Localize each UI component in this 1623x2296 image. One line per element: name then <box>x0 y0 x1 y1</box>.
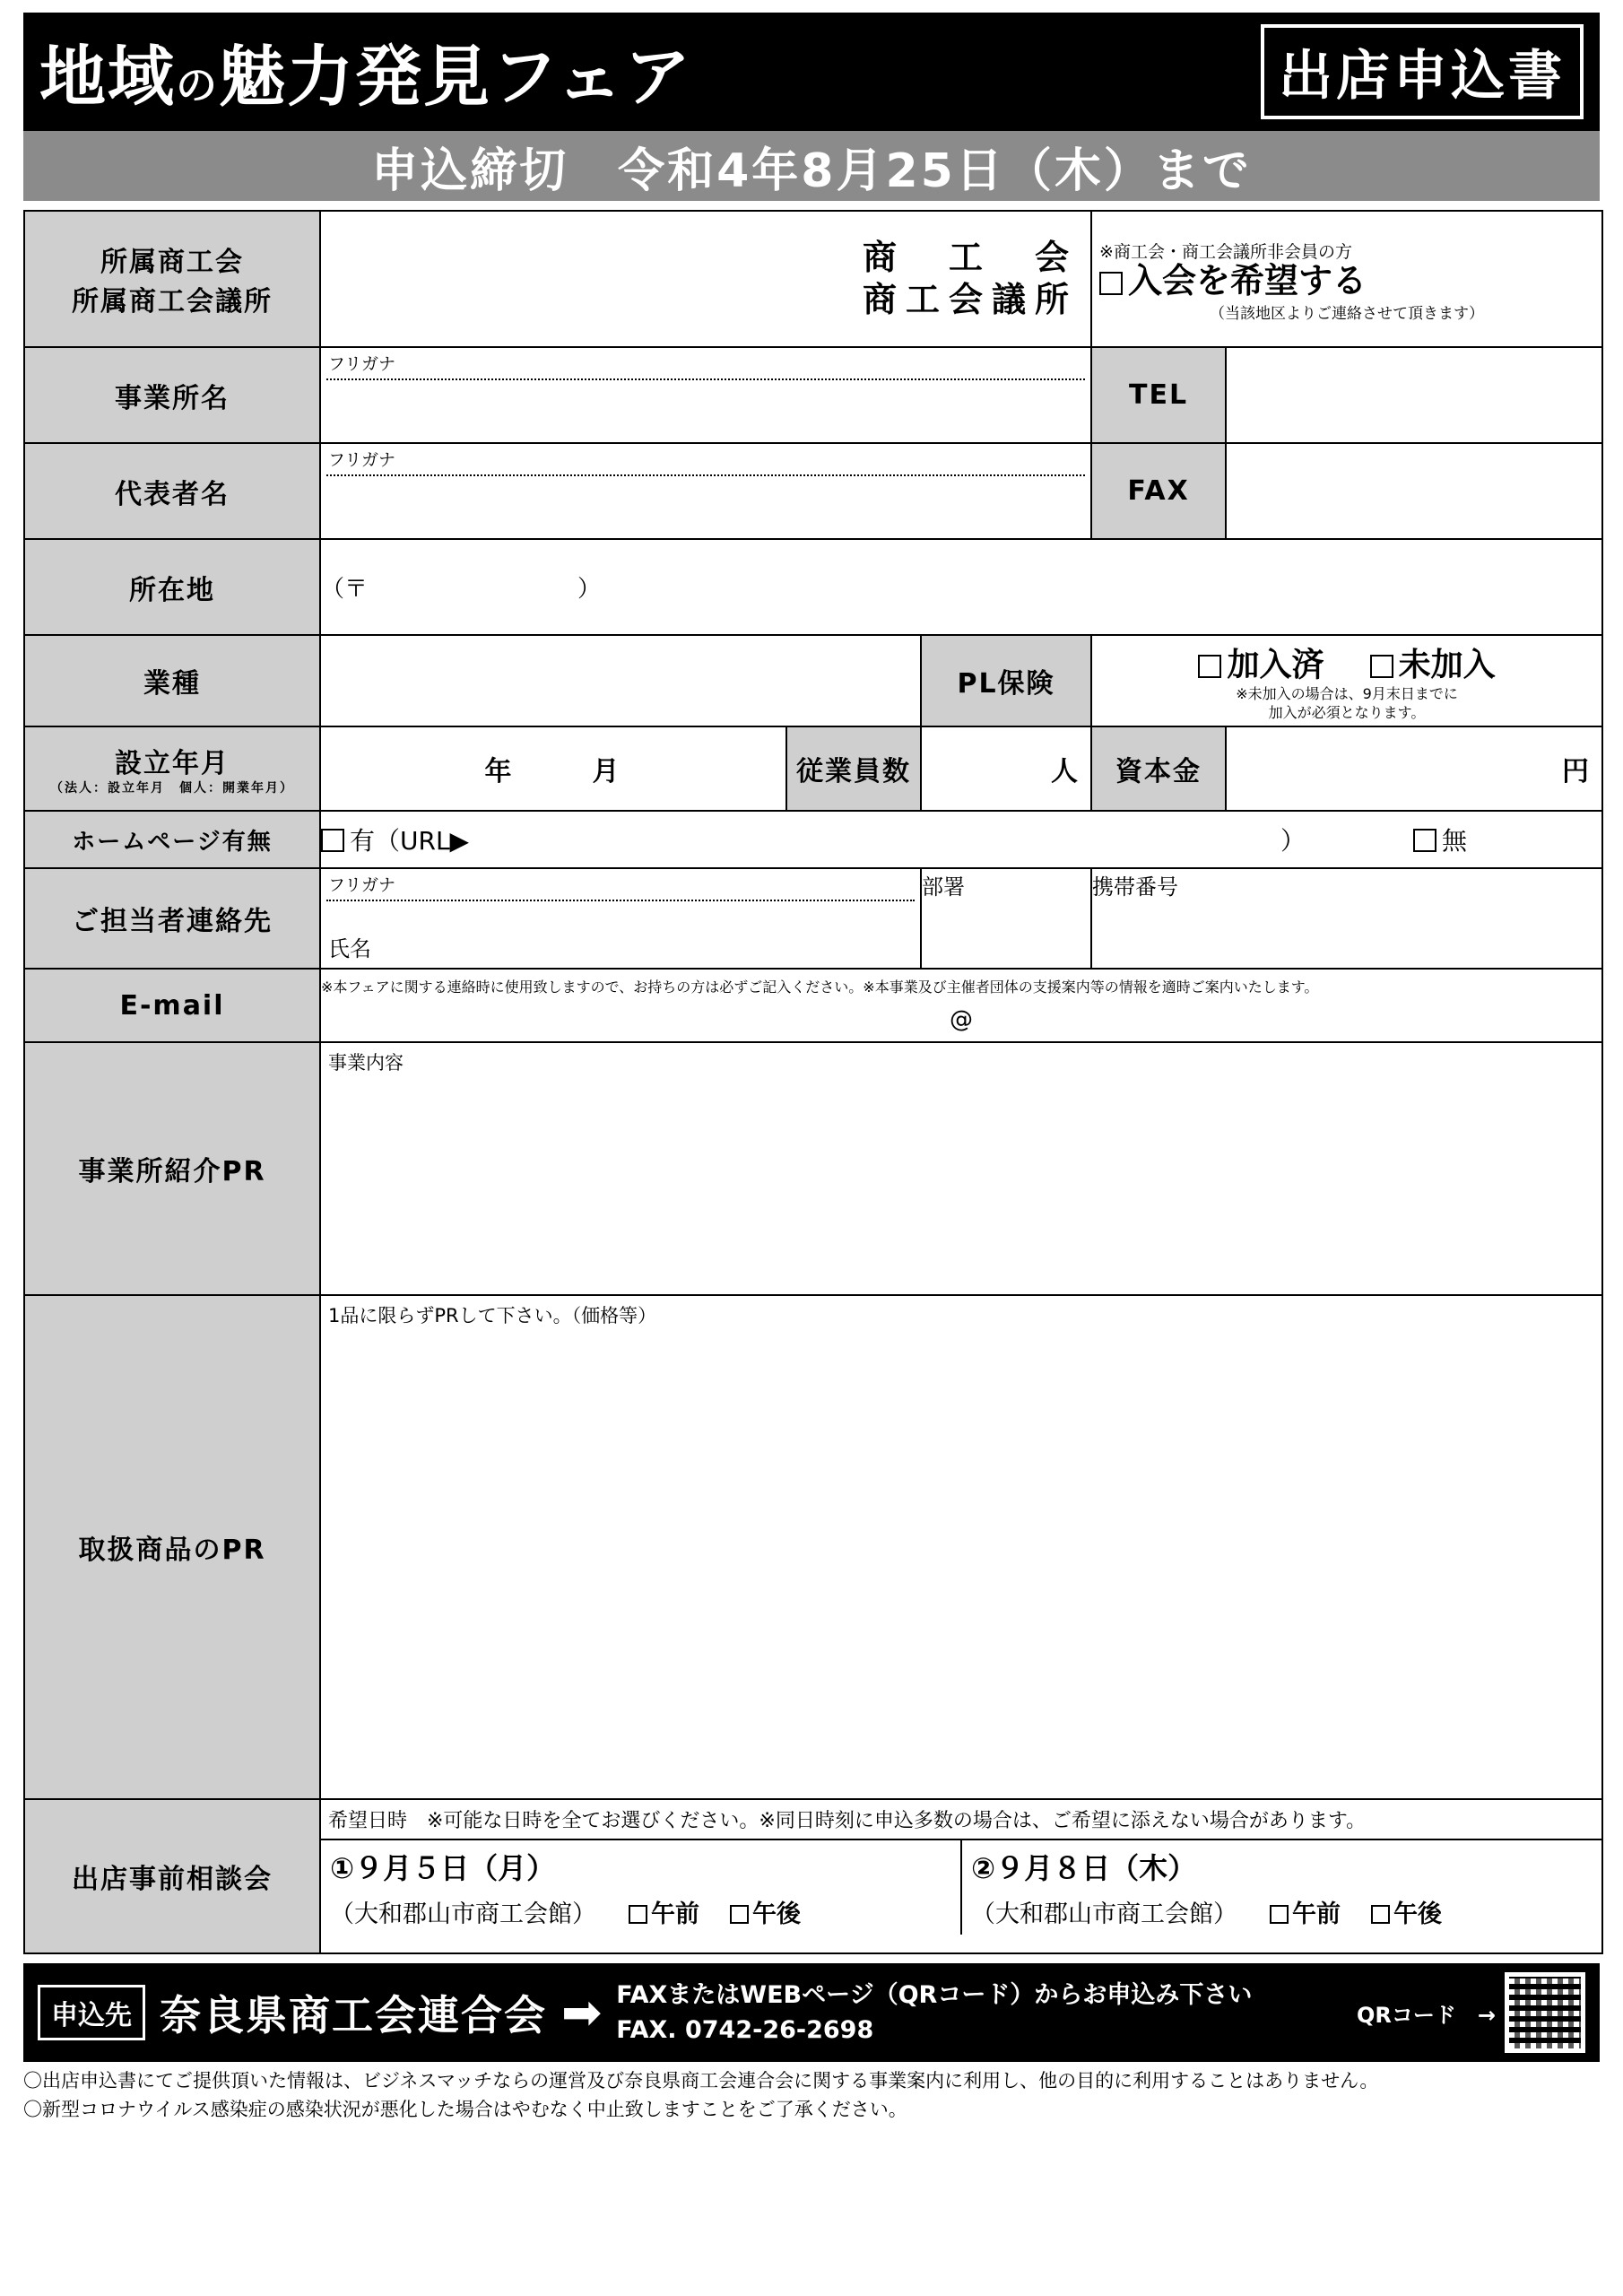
homepage-options[interactable] <box>320 811 1602 868</box>
address-field[interactable] <box>320 539 1602 635</box>
form-type-badge: 出店申込書 <box>1261 24 1584 119</box>
application-table <box>23 210 1603 1954</box>
consultation-option-2[interactable] <box>962 1840 1601 1935</box>
table-row <box>24 539 1602 635</box>
fax-label: FAX <box>1091 443 1226 539</box>
homepage-yes-option[interactable] <box>321 822 469 857</box>
consultation-option-2-pm-checkbox[interactable] <box>1371 1905 1390 1924</box>
consultation-option-2-pm-label: 午後 <box>1393 1900 1443 1928</box>
table-row <box>24 443 1602 539</box>
founded-field[interactable] <box>320 726 786 811</box>
contact-furigana-label: フリガナ <box>328 875 396 895</box>
consultation-option-1-place: （大和郡山市商工会館） <box>330 1900 596 1928</box>
consultation-option-1-date: ①９月５日（月） <box>330 1851 556 1885</box>
table-row <box>24 726 1602 811</box>
consultation-option-2-pm[interactable] <box>1371 1894 1442 1929</box>
founded-label-main: 設立年月 <box>115 747 230 779</box>
homepage-yes-label: 有（URL▶ <box>350 826 470 856</box>
office-name-furigana-label: フリガナ <box>328 354 396 374</box>
consultation-field[interactable] <box>320 1799 1602 1953</box>
pl-note-line1: ※未加入の場合は、9月末日までに <box>1236 684 1458 702</box>
pr-office-field[interactable] <box>320 1042 1602 1295</box>
affiliation-value-line2: 商工会議所 <box>863 280 1079 319</box>
table-row <box>24 211 1602 347</box>
affiliation-label <box>24 211 320 347</box>
contact-mobile-field[interactable] <box>1091 868 1602 969</box>
pl-insurance-label: PL保険 <box>921 635 1091 726</box>
title-no: の <box>176 61 219 109</box>
homepage-yes-checkbox[interactable] <box>321 829 344 852</box>
homepage-no-label: 無 <box>1442 826 1468 856</box>
email-at-symbol: @ <box>950 1005 974 1033</box>
contact-dept-field[interactable] <box>921 868 1091 969</box>
table-row <box>24 347 1602 443</box>
title-main: 地域 <box>39 39 176 116</box>
capital-field[interactable] <box>1226 726 1602 811</box>
email-label: E-mail <box>24 969 320 1042</box>
form-header <box>23 13 1600 131</box>
footer-line1: FAXまたはWEBページ（QRコード）からお申込み下さい <box>616 1980 1253 2009</box>
pr-office-hint: 事業内容 <box>328 1052 404 1074</box>
pr-product-field[interactable] <box>320 1295 1602 1799</box>
deadline-banner: 申込締切 令和4年8月25日（木）まで <box>23 131 1600 201</box>
pr-product-label: 取扱商品のPR <box>24 1295 320 1799</box>
table-row <box>24 969 1602 1042</box>
office-name-furigana-line <box>326 378 1085 380</box>
table-row <box>24 1799 1602 1953</box>
consultation-option-2-am[interactable] <box>1270 1894 1341 1929</box>
note-line-2: 〇新型コロナウイルス感染症の感染状況が悪化した場合はやむなく中止致しますことをご了承ください。 <box>23 2098 907 2120</box>
apply-to-label: 申込先 <box>38 1985 145 2040</box>
consultation-option-1-am[interactable] <box>629 1894 699 1929</box>
consultation-option-1-pm[interactable] <box>730 1894 801 1929</box>
homepage-no-checkbox[interactable] <box>1413 829 1436 852</box>
table-row <box>24 868 1602 969</box>
industry-label: 業種 <box>24 635 320 726</box>
consultation-option-1-pm-label: 午後 <box>752 1900 801 1928</box>
homepage-label: ホームページ有無 <box>24 811 320 868</box>
title-rest: 魅力発見フェア <box>219 39 693 116</box>
fax-field[interactable] <box>1226 443 1602 539</box>
join-request-checkbox[interactable] <box>1099 272 1123 295</box>
pl-note-line2: 加入が必須となります。 <box>1268 703 1426 721</box>
organization-name: 奈良県商工会連合会 <box>160 1991 547 2039</box>
office-name-label: 事業所名 <box>24 347 320 443</box>
consultation-option-2-place: （大和郡山市商工会館） <box>971 1900 1238 1928</box>
affiliation-label-line1: 所属商工会 <box>100 247 244 278</box>
contact-furigana-line <box>326 900 915 901</box>
rep-name-furigana-line <box>326 474 1085 476</box>
pr-product-hint: 1品に限らずPRして下さい。（価格等） <box>328 1305 657 1326</box>
pl-insurance-options[interactable] <box>1091 635 1602 726</box>
contact-name-sublabel: 氏名 <box>328 936 371 961</box>
privacy-notes <box>23 2067 1600 2124</box>
capital-label: 資本金 <box>1091 726 1226 811</box>
homepage-no-option[interactable] <box>1413 822 1467 857</box>
affiliation-label-line2: 所属商工会議所 <box>72 286 273 317</box>
consultation-option-2-am-checkbox[interactable] <box>1270 1905 1289 1924</box>
contact-label: ご担当者連絡先 <box>24 868 320 969</box>
consultation-option-2-am-label: 午前 <box>1292 1900 1341 1928</box>
founded-label-sub: （法人：設立年月 個人：開業年月） <box>50 780 294 796</box>
membership-join-cell[interactable] <box>1091 211 1602 347</box>
footer-fax: FAX. 0742-26-2698 <box>616 2016 874 2044</box>
rep-name-label: 代表者名 <box>24 443 320 539</box>
email-field[interactable] <box>320 969 1602 1042</box>
address-label: 所在地 <box>24 539 320 635</box>
form-footer <box>23 1963 1600 2062</box>
pl-not-joined-checkbox[interactable] <box>1370 655 1393 678</box>
affiliation-value-line1: 商 工 会 <box>863 237 1079 277</box>
pl-joined-checkbox[interactable] <box>1198 655 1221 678</box>
table-row <box>24 811 1602 868</box>
affiliation-input[interactable] <box>320 211 1091 347</box>
table-row <box>24 1042 1602 1295</box>
contact-dept-label: 部署 <box>922 874 965 900</box>
industry-field[interactable] <box>320 635 921 726</box>
arrow-right-icon: ➡ <box>561 1983 603 2040</box>
qr-code-label: QRコード → <box>1357 2002 1496 2028</box>
pr-office-label: 事業所紹介PR <box>24 1042 320 1295</box>
pl-joined-label: 加入済 <box>1227 646 1324 683</box>
contact-mobile-label: 携帯番号 <box>1092 874 1179 900</box>
table-row <box>24 635 1602 726</box>
join-request-option[interactable] <box>1092 263 1601 300</box>
consultation-option-1-am-label: 午前 <box>651 1900 699 1928</box>
consultation-option-2-date: ②９月８日（木） <box>971 1851 1197 1885</box>
contact-name-field[interactable] <box>320 868 921 969</box>
pl-not-joined-label: 未加入 <box>1398 646 1496 683</box>
consultation-option-1[interactable] <box>321 1840 962 1935</box>
founded-label <box>24 726 320 811</box>
founded-month-unit: 月 <box>592 756 622 787</box>
employees-unit: 人 <box>1051 756 1079 787</box>
homepage-url-close-paren: ） <box>1280 826 1306 856</box>
tel-label: TEL <box>1091 347 1226 443</box>
address-zip-hint: （〒 ） <box>321 576 602 603</box>
consultation-hint: 希望日時 ※可能な日時を全てお選びください。※同日時刻に申込多数の場合は、ご希望に添えない場合があります。 <box>321 1800 1601 1840</box>
page-title <box>39 24 692 119</box>
consultation-option-1-am-checkbox[interactable] <box>629 1905 647 1924</box>
join-request-label: 入会を希望する <box>1128 261 1367 301</box>
join-request-subnote: （当該地区よりご連絡させて頂きます） <box>1210 304 1485 323</box>
note-line-1: 〇出店申込書にてご提供頂いた情報は、ビジネスマッチならの運営及び奈良県商工会連合会に関する事業案内に利用し、他の目的に利用することはありません。 <box>23 2070 1379 2092</box>
consultation-label: 出店事前相談会 <box>24 1799 320 1953</box>
office-name-field[interactable] <box>320 347 1091 443</box>
capital-unit: 円 <box>1562 756 1590 787</box>
qr-code-icon[interactable] <box>1505 1972 1585 2053</box>
rep-name-field[interactable] <box>320 443 1091 539</box>
table-row <box>24 1295 1602 1799</box>
email-note: ※本フェアに関する連絡時に使用致しますので、お持ちの方は必ずご記入ください。※本事業及び主催者団体の支援案内等の情報を適時ご案内いたします。 <box>321 978 1319 996</box>
tel-field[interactable] <box>1226 347 1602 443</box>
employees-label: 従業員数 <box>786 726 921 811</box>
membership-note: ※商工会・商工会議所非会員の方 <box>1099 242 1352 263</box>
rep-name-furigana-label: フリガナ <box>328 450 396 470</box>
founded-year-unit: 年 <box>484 756 515 787</box>
consultation-option-1-pm-checkbox[interactable] <box>730 1905 749 1924</box>
employees-field[interactable] <box>921 726 1091 811</box>
